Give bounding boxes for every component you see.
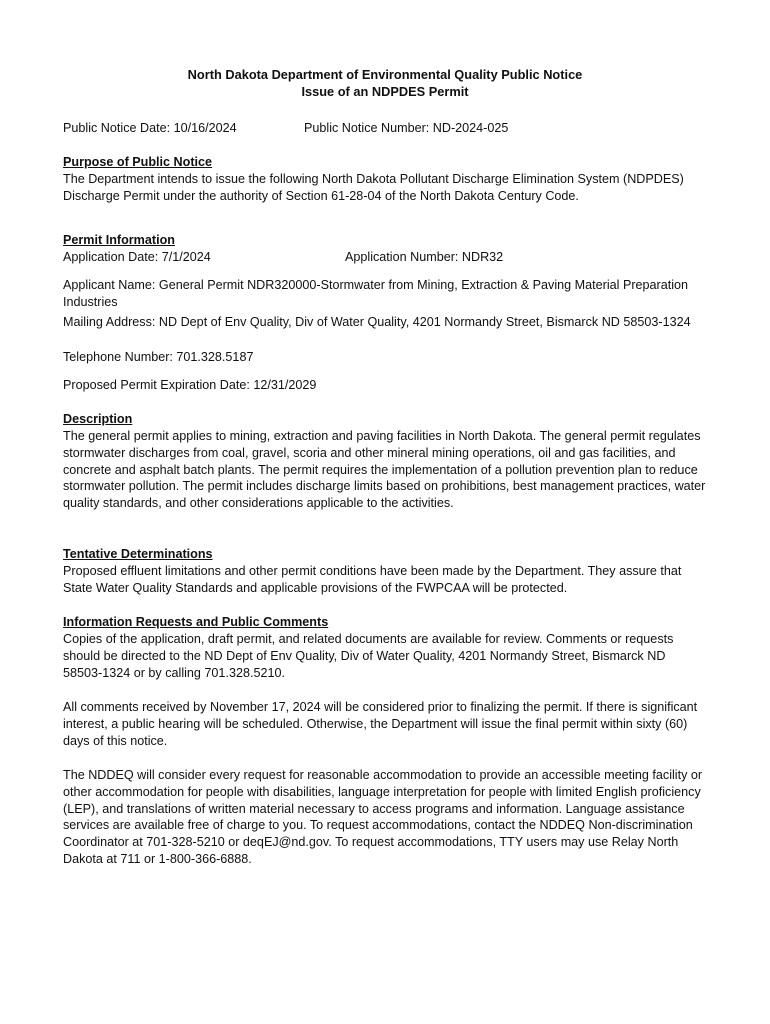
mailing-address: Mailing Address: ND Dept of Env Quality, Div of Water Quality, 4201 Normandy Street, Bismarck ND 58503-1324 [63,315,691,329]
description-heading: Description [63,412,133,426]
accommodation-text: The NDDEQ will consider every request for reasonable accommodation to provide an accessible meeting facility or other accommodation for people with disabilities, language interpretation for people with limited English proficiency (LEP), and translations of written material necessary to access programs and information. Language assistance services are available free of charge to you. To request accommodations, contact the NDDEQ Non-discrimination Coordinator at 701-328-5210 or deqEJ@nd.gov. To request accommodations, TTY users may use Relay North Dakota at 711 or 1-800-366-6888. [63,768,703,866]
info-requests-heading: Information Requests and Public Comments [63,615,329,629]
description-text: The general permit applies to mining, extraction and paving facilities in North Dakota. The general permit regulates stormwater discharges from coal, gravel, scoria and other mineral mining operations, oil and gas facilities, and concrete and asphalt batch plants. The permit requires the implementation of a pollution prevention plan to reduce stormwater pollution. The permit includes discharge limits based on prohibitions, best management practices, water quality standards, and other considerations applicable to the activities. [63,429,706,511]
title-line-1: North Dakota Department of Environmental Quality Public Notice [187,67,583,82]
applicant-name: Applicant Name: General Permit NDR320000-Stormwater from Mining, Extraction & Paving Material Preparation Industries [63,278,689,309]
comments-deadline-text: All comments received by November 17, 2024 will be considered prior to finalizing the permit. If there is significant interest, a public hearing will be scheduled. Otherwise, the Department will issue the final permit within sixty (60) days of this notice. [63,700,698,748]
public-notice-date: Public Notice Date: 10/16/2024 [63,121,237,135]
title-line-2: Issue of an NDPDES Permit [301,84,469,99]
telephone-number: Telephone Number: 701.328.5187 [63,350,254,364]
application-date: Application Date: 7/1/2024 [63,250,211,264]
purpose-text: The Department intends to issue the following North Dakota Pollutant Discharge Elimination System (NDPDES) Discharge Permit under the authority of Section 61-28-04 of the North Dakota Century Code. [63,172,684,203]
purpose-heading: Purpose of Public Notice [63,155,213,169]
tentative-text: Proposed effluent limitations and other permit conditions have been made by the Department. They assure that State Water Quality Standards and applicable provisions of the FWPCAA will be protected. [63,564,682,595]
expiration-date: Proposed Permit Expiration Date: 12/31/2029 [63,378,317,392]
tentative-heading: Tentative Determinations [63,547,213,561]
info-requests-text: Copies of the application, draft permit, and related documents are available for review. Comments or requests should be directed to the ND Dept of Env Quality, Div of Water Quality, 4201 Normandy Street, Bismarck ND 58503-1324 or by calling 701.328.5210. [63,632,674,680]
permit-info-heading: Permit Information [63,233,175,247]
application-number: Application Number: NDR32 [345,250,504,264]
public-notice-number: Public Notice Number: ND-2024-025 [304,121,509,135]
